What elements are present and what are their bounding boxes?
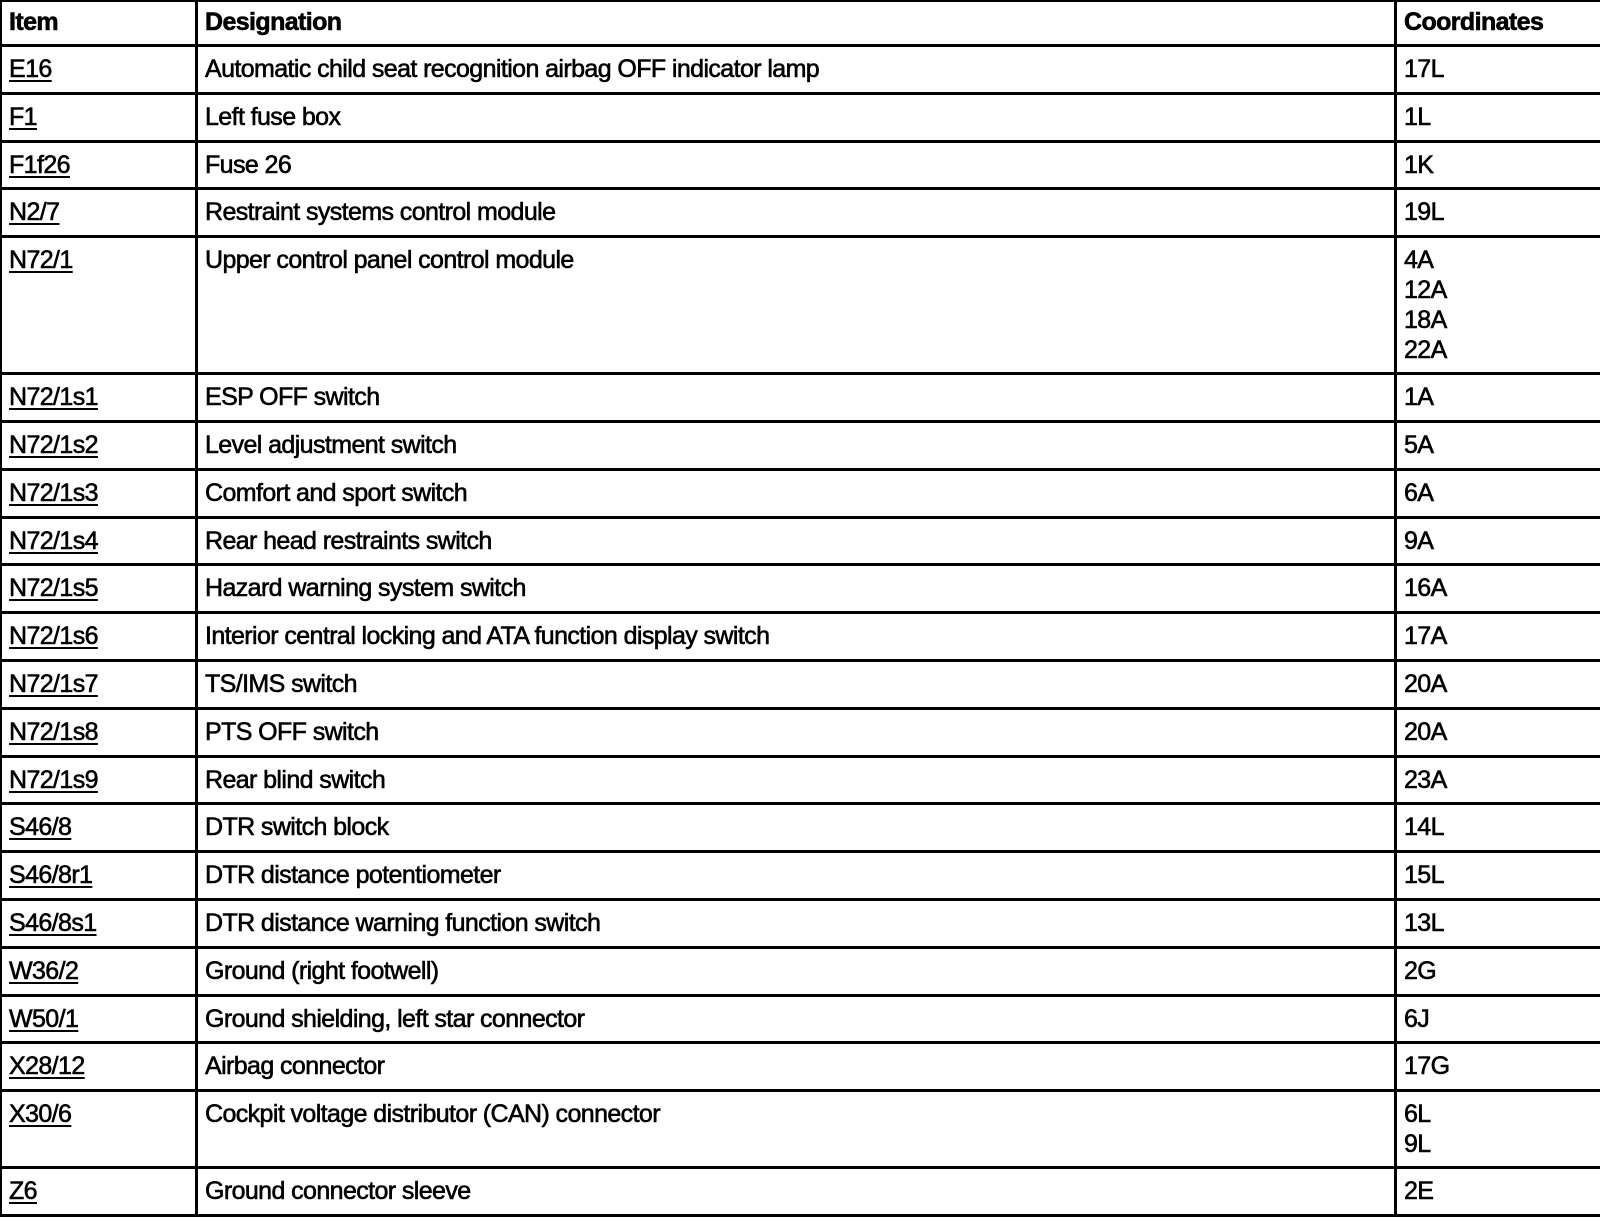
designation-cell: PTS OFF switch — [197, 708, 1396, 756]
coordinate-value: 13L — [1404, 908, 1595, 938]
item-cell — [1, 517, 197, 565]
table-row — [1, 189, 1600, 237]
table-row — [1, 804, 1600, 852]
coordinates-cell — [1396, 1043, 1600, 1091]
item-link[interactable]: N72/1s5 — [9, 574, 98, 602]
coordinates-cell — [1396, 469, 1600, 517]
coordinate-value: 9A — [1404, 526, 1595, 556]
item-cell — [1, 660, 197, 708]
designation-cell: TS/IMS switch — [197, 660, 1396, 708]
item-cell — [1, 995, 197, 1043]
coordinate-value: 1L — [1404, 102, 1595, 132]
table-row — [1, 374, 1600, 422]
coordinate-value: 14L — [1404, 812, 1595, 842]
coordinates-cell — [1396, 804, 1600, 852]
item-cell — [1, 756, 197, 804]
table-row — [1, 995, 1600, 1043]
coordinates-cell — [1396, 374, 1600, 422]
item-cell — [1, 947, 197, 995]
item-cell — [1, 1168, 197, 1216]
designation-cell: Level adjustment switch — [197, 421, 1396, 469]
item-cell — [1, 469, 197, 517]
coordinate-value: 5A — [1404, 430, 1595, 460]
item-link[interactable]: F1 — [9, 103, 37, 131]
coordinate-value: 1K — [1404, 150, 1595, 180]
item-link[interactable]: E16 — [9, 55, 52, 83]
table-row — [1, 899, 1600, 947]
coordinate-value: 6L — [1404, 1099, 1595, 1129]
coordinates-cell — [1396, 852, 1600, 900]
coordinates-cell — [1396, 1091, 1600, 1168]
coordinate-value: 9L — [1404, 1129, 1595, 1159]
table-row — [1, 237, 1600, 374]
designation-cell: Rear head restraints switch — [197, 517, 1396, 565]
coordinate-value: 23A — [1404, 765, 1595, 795]
item-link[interactable]: X30/6 — [9, 1100, 71, 1128]
table-row — [1, 1168, 1600, 1216]
coordinate-value: 22A — [1404, 335, 1595, 365]
coordinates-cell — [1396, 46, 1600, 94]
coordinate-value: 2G — [1404, 956, 1595, 986]
item-cell — [1, 141, 197, 189]
designation-cell: Interior central locking and ATA function display switch — [197, 613, 1396, 661]
coordinate-value: 4A — [1404, 245, 1595, 275]
item-cell — [1, 46, 197, 94]
designation-cell: Airbag connector — [197, 1043, 1396, 1091]
item-cell — [1, 93, 197, 141]
coordinate-value: 17A — [1404, 621, 1595, 651]
designation-cell: Ground (right footwell) — [197, 947, 1396, 995]
designation-cell: Hazard warning system switch — [197, 565, 1396, 613]
item-link[interactable]: W36/2 — [9, 957, 78, 985]
designation-cell: DTR distance potentiometer — [197, 852, 1396, 900]
coordinates-cell — [1396, 565, 1600, 613]
coordinate-value: 2E — [1404, 1176, 1595, 1206]
item-link[interactable]: N2/7 — [9, 198, 59, 226]
table-row — [1, 93, 1600, 141]
coordinates-cell — [1396, 93, 1600, 141]
table-body — [1, 46, 1600, 1216]
item-cell — [1, 374, 197, 422]
item-cell — [1, 237, 197, 374]
designation-cell: DTR switch block — [197, 804, 1396, 852]
item-link[interactable]: S46/8s1 — [9, 909, 97, 937]
designation-cell: Ground connector sleeve — [197, 1168, 1396, 1216]
coordinates-cell — [1396, 421, 1600, 469]
coordinate-value: 15L — [1404, 860, 1595, 890]
table-row — [1, 1091, 1600, 1168]
coordinates-cell — [1396, 947, 1600, 995]
item-cell — [1, 852, 197, 900]
coordinate-value: 20A — [1404, 669, 1595, 699]
item-link[interactable]: N72/1s1 — [9, 383, 98, 411]
item-link[interactable]: F1f26 — [9, 151, 70, 179]
item-link[interactable]: W50/1 — [9, 1005, 78, 1033]
coordinate-value: 1A — [1404, 382, 1595, 412]
item-cell — [1, 565, 197, 613]
item-cell — [1, 189, 197, 237]
table-row — [1, 46, 1600, 94]
coordinates-cell — [1396, 141, 1600, 189]
item-cell — [1, 804, 197, 852]
table-row — [1, 660, 1600, 708]
coordinates-cell — [1396, 756, 1600, 804]
header-designation: Designation — [197, 1, 1396, 46]
designation-cell: Automatic child seat recognition airbag OFF indicator lamp — [197, 46, 1396, 94]
item-link[interactable]: N72/1s9 — [9, 766, 98, 794]
designation-cell: DTR distance warning function switch — [197, 899, 1396, 947]
table-row — [1, 613, 1600, 661]
designation-cell: ESP OFF switch — [197, 374, 1396, 422]
coordinate-value: 16A — [1404, 573, 1595, 603]
item-cell — [1, 899, 197, 947]
coordinate-value: 18A — [1404, 305, 1595, 335]
item-link[interactable]: N72/1s4 — [9, 527, 98, 555]
table-row — [1, 421, 1600, 469]
table-row — [1, 565, 1600, 613]
item-link[interactable]: S46/8r1 — [9, 861, 92, 889]
coordinates-cell — [1396, 995, 1600, 1043]
item-cell — [1, 1091, 197, 1168]
item-cell — [1, 421, 197, 469]
header-coordinates: Coordinates — [1396, 1, 1600, 46]
designation-cell: Fuse 26 — [197, 141, 1396, 189]
item-cell — [1, 1043, 197, 1091]
designation-cell: Comfort and sport switch — [197, 469, 1396, 517]
table-row — [1, 141, 1600, 189]
item-link[interactable]: N72/1s2 — [9, 431, 98, 459]
item-link[interactable]: N72/1s8 — [9, 718, 98, 746]
designation-cell: Left fuse box — [197, 93, 1396, 141]
coordinates-cell — [1396, 517, 1600, 565]
item-link[interactable]: N72/1 — [9, 246, 73, 274]
designation-cell: Rear blind switch — [197, 756, 1396, 804]
coordinates-cell — [1396, 613, 1600, 661]
item-cell — [1, 613, 197, 661]
table-row — [1, 708, 1600, 756]
coordinates-cell — [1396, 660, 1600, 708]
coordinate-value: 17G — [1404, 1051, 1595, 1081]
table-row — [1, 852, 1600, 900]
table-row — [1, 517, 1600, 565]
table-row — [1, 756, 1600, 804]
table-header-row — [1, 1, 1600, 46]
coordinates-cell — [1396, 899, 1600, 947]
item-link[interactable]: N72/1s3 — [9, 479, 98, 507]
coordinate-value: 20A — [1404, 717, 1595, 747]
item-link[interactable]: Z6 — [9, 1177, 37, 1205]
table-row — [1, 469, 1600, 517]
item-link[interactable]: S46/8 — [9, 813, 71, 841]
item-link[interactable]: X28/12 — [9, 1052, 85, 1080]
coordinate-value: 6J — [1404, 1004, 1595, 1034]
coordinate-value: 17L — [1404, 54, 1595, 84]
coordinate-value: 19L — [1404, 197, 1595, 227]
coordinates-cell — [1396, 1168, 1600, 1216]
header-item: Item — [1, 1, 197, 46]
table-row — [1, 1043, 1600, 1091]
designation-cell: Ground shielding, left star connector — [197, 995, 1396, 1043]
designation-cell: Restraint systems control module — [197, 189, 1396, 237]
table-row — [1, 947, 1600, 995]
designation-cell: Upper control panel control module — [197, 237, 1396, 374]
coordinates-cell — [1396, 189, 1600, 237]
item-link[interactable]: N72/1s7 — [9, 670, 98, 698]
coordinate-value: 6A — [1404, 478, 1595, 508]
item-link[interactable]: N72/1s6 — [9, 622, 98, 650]
designation-cell: Cockpit voltage distributor (CAN) connector — [197, 1091, 1396, 1168]
coordinates-cell — [1396, 237, 1600, 374]
item-cell — [1, 708, 197, 756]
coordinates-cell — [1396, 708, 1600, 756]
coordinate-value: 12A — [1404, 275, 1595, 305]
